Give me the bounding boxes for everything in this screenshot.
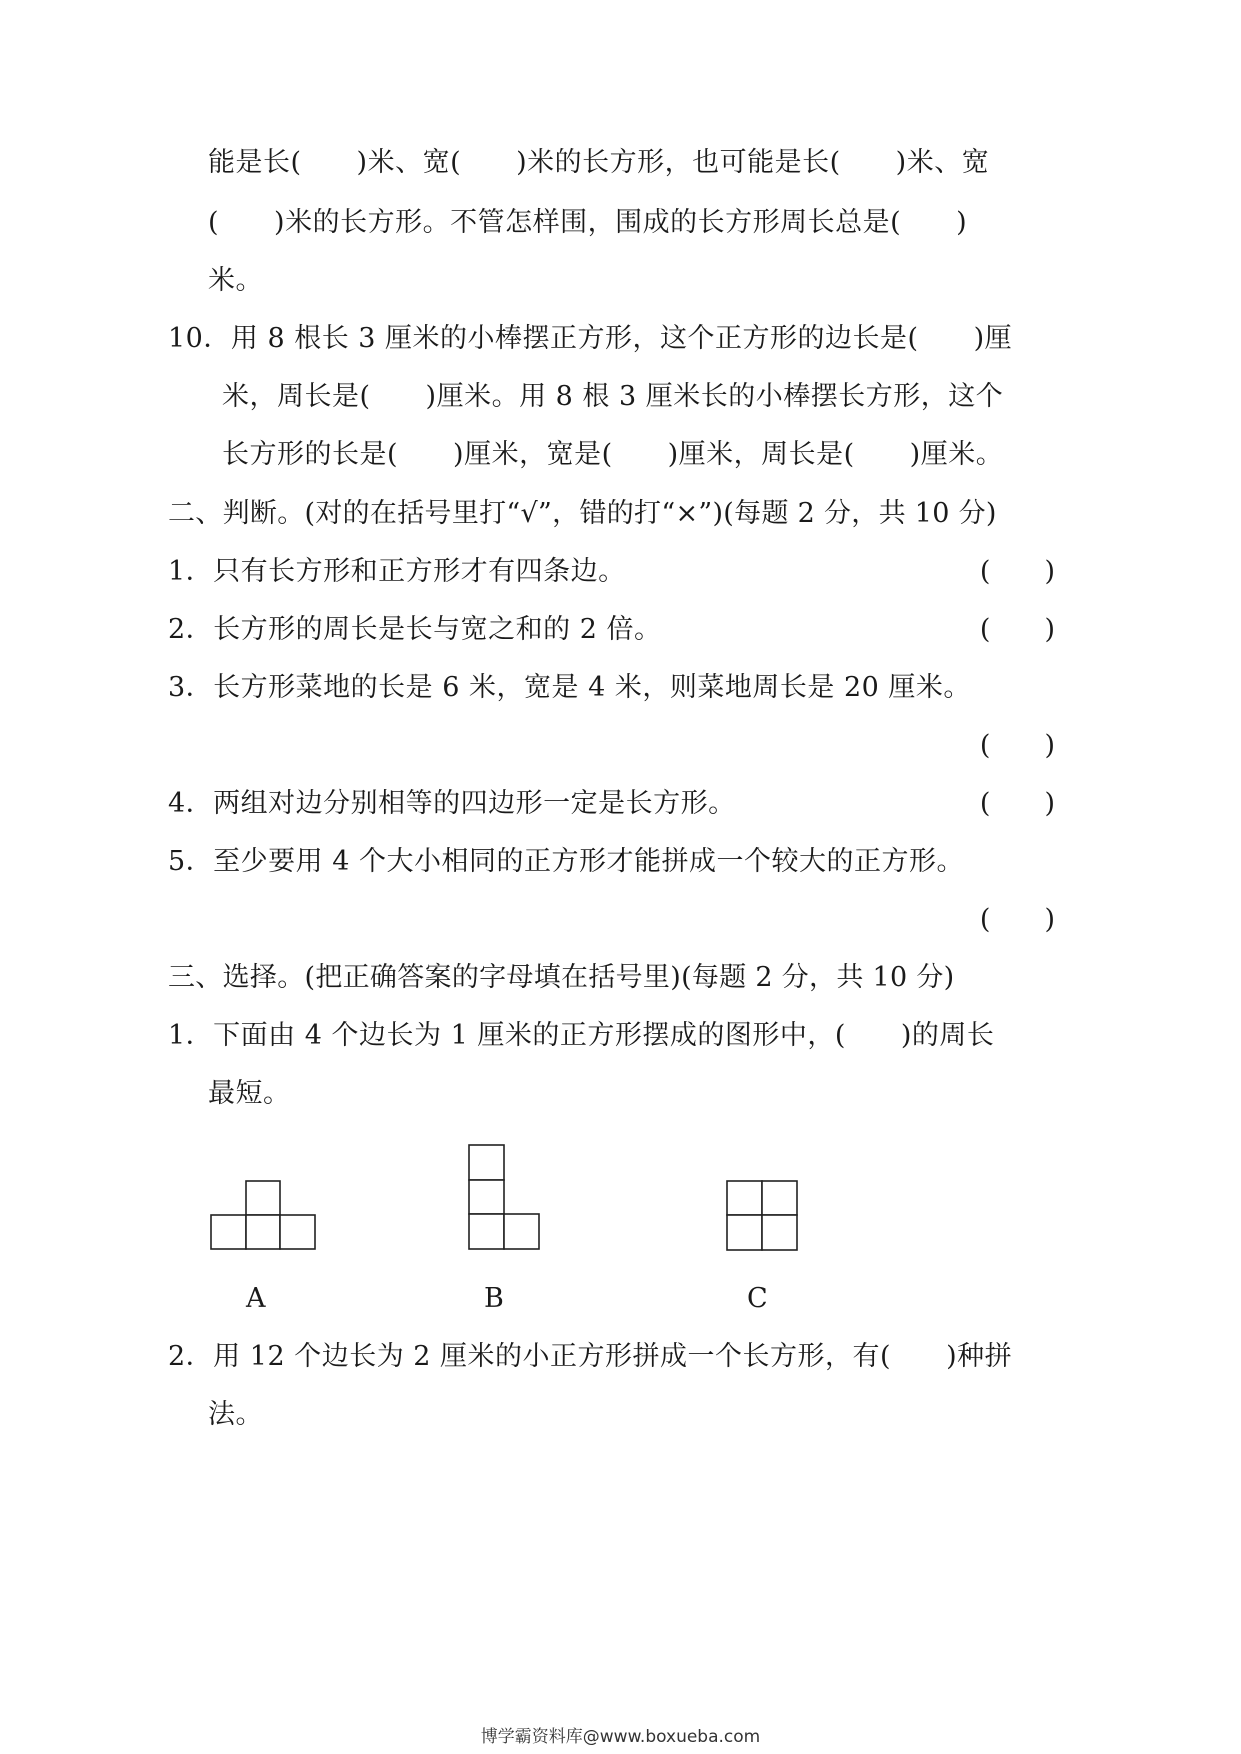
mc-q2-line-1: 2．用 12 个边长为 2 厘米的小正方形拼成一个长方形，有( )种拼 bbox=[168, 1341, 1013, 1372]
mc-q1-line-1: 1．下面由 4 个边长为 1 厘米的正方形摆成的图形中，( )的周长 bbox=[168, 1020, 995, 1051]
q10-line-3: 长方形的长是( )厘米，宽是( )厘米，周长是( )厘米。 bbox=[222, 439, 1004, 470]
section2-title: 二、判断。(对的在括号里打“√”，错的打“×”)(每题 2 分，共 10 分) bbox=[168, 498, 997, 529]
tf-item-4: 4．两组对边分别相等的四边形一定是长方形。 bbox=[168, 788, 736, 819]
figure-c-square-br bbox=[762, 1215, 797, 1250]
figure-c-square-bl bbox=[727, 1215, 762, 1250]
figure-label-c: C bbox=[747, 1283, 768, 1314]
figure-b-square-bottom-left bbox=[469, 1214, 504, 1249]
mc-q1-line-2: 最短。 bbox=[208, 1078, 291, 1109]
mc-q2-line-2: 法。 bbox=[208, 1399, 263, 1430]
figure-a-square-right bbox=[280, 1215, 315, 1249]
tf-item-5: 5．至少要用 4 个大小相同的正方形才能拼成一个较大的正方形。 bbox=[168, 846, 965, 877]
figure-b-square-bottom-right bbox=[504, 1214, 539, 1249]
figure-b-square-top bbox=[469, 1145, 504, 1180]
q9-line-3: 米。 bbox=[208, 265, 263, 296]
tf-item-3: 3．长方形菜地的长是 6 米，宽是 4 米，则菜地周长是 20 厘米。 bbox=[168, 672, 971, 703]
tf-answer-blank-3: ( ) bbox=[979, 730, 1055, 761]
figure-c-square-tl bbox=[727, 1181, 762, 1215]
tf-answer-blank-4: ( ) bbox=[979, 788, 1055, 819]
figure-a bbox=[210, 1180, 316, 1252]
q9-line-2: ( )米的长方形。不管怎样围，围成的长方形周长总是( ) bbox=[208, 207, 968, 238]
figure-b bbox=[468, 1144, 540, 1252]
figure-c bbox=[726, 1180, 798, 1252]
q10-line-2: 米，周长是( )厘米。用 8 根 3 厘米长的小棒摆长方形，这个 bbox=[222, 381, 1004, 412]
tf-answer-blank-1: ( ) bbox=[979, 556, 1055, 587]
tf-item-1: 1．只有长方形和正方形才有四条边。 bbox=[168, 556, 626, 587]
section3-title: 三、选择。(把正确答案的字母填在括号里)(每题 2 分，共 10 分) bbox=[168, 962, 955, 993]
figure-a-square-left bbox=[211, 1215, 246, 1249]
tf-answer-blank-5: ( ) bbox=[979, 904, 1055, 935]
footer-watermark: 博学霸资料库@www.boxueba.com bbox=[480, 1727, 761, 1747]
q10-line-1: 10．用 8 根长 3 厘米的小棒摆正方形，这个正方形的边长是( )厘 bbox=[168, 323, 1013, 354]
tf-answer-blank-2: ( ) bbox=[979, 614, 1055, 645]
figure-c-square-tr bbox=[762, 1181, 797, 1215]
figure-b-square-mid bbox=[469, 1180, 504, 1214]
figure-label-a: A bbox=[246, 1283, 266, 1314]
tf-item-2: 2．长方形的周长是长与宽之和的 2 倍。 bbox=[168, 614, 662, 645]
figure-label-b: B bbox=[484, 1283, 504, 1314]
figure-a-square-top bbox=[246, 1181, 280, 1215]
q9-line-1: 能是长( )米、宽( )米的长方形，也可能是长( )米、宽 bbox=[208, 147, 990, 178]
figure-a-square-middle bbox=[246, 1215, 280, 1249]
